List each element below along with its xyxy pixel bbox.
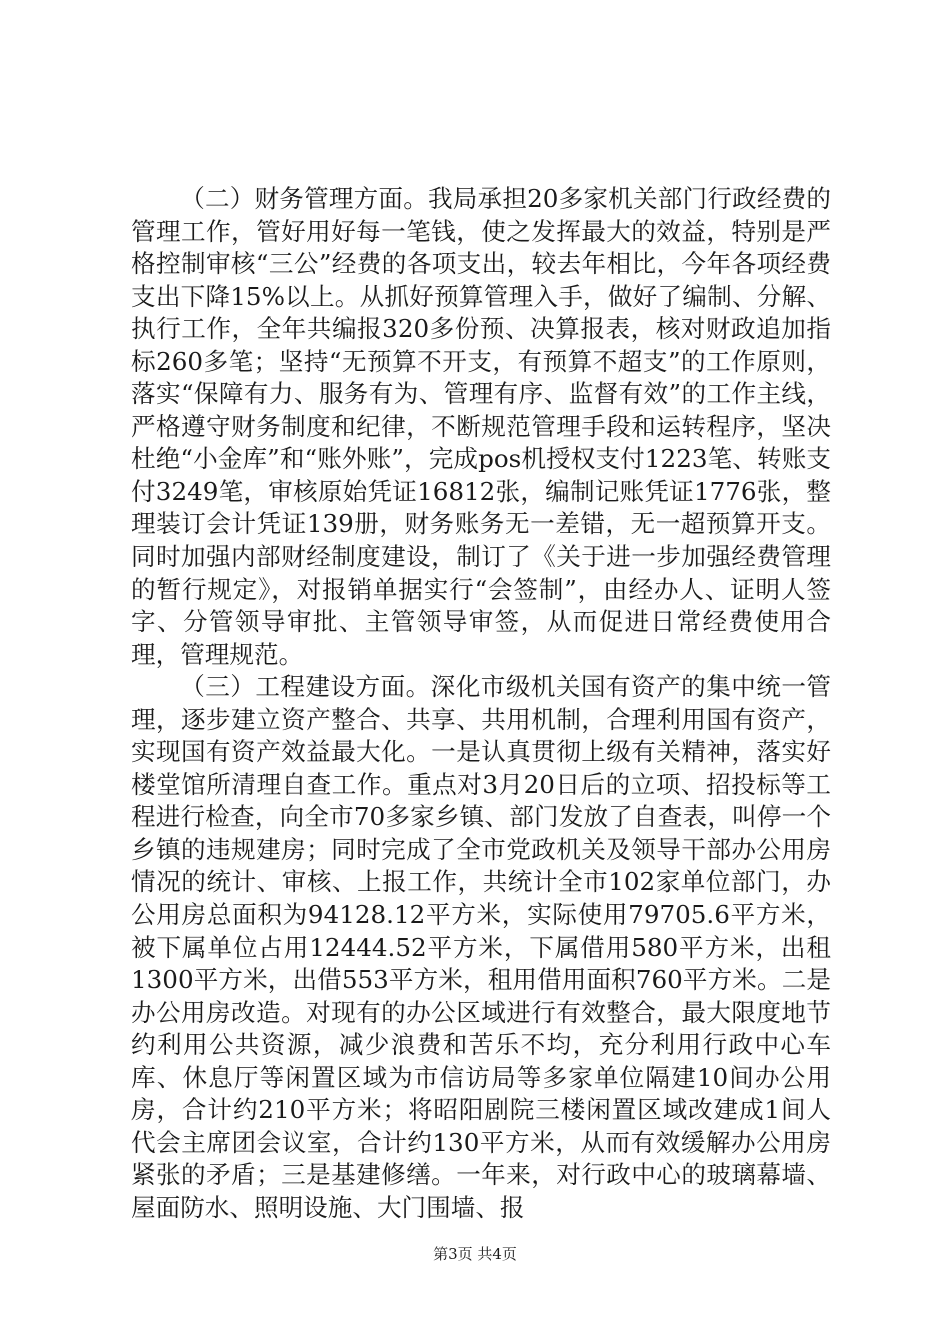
document-body xyxy=(131,183,831,1225)
paragraph-finance: （二）财务管理方面。我局承担20多家机关部门行政经费的管理工作，管好用好每一笔钱，使之发挥最大的效益，特别是严格控制审核“三公”经费的各项支出，较去年相比，今年各项经费支出下降15%以上。从抓好预算管理入手，做好了编制、分解、执行工作，全年共编报320多份预、决算报表，核对财政追加指标260多笔；坚持“无预算不开支，有预算不超支”的工作原则，落实“保障有力、服务有为、管理有序、监督有效”的工作主线，严格遵守财务制度和纪律，不断规范管理手段和运转程序，坚决杜绝“小金库”和“账外账”，完成pos机授权支付1223笔、转账支付3249笔，审核原始凭证16812张，编制记账凭证1776张，整理装订会计凭证139册，财务账务无一差错，无一超预算开支。同时加强内部财经制度建设，制订了《关于进一步加强经费管理的暂行规定》，对报销单据实行“会签制”，由经办人、证明人签字、分管领导审批、主管领导审签，从而促进日常经费使用合理，管理规范。 xyxy=(131,184,831,669)
page-footer: 第3页 共4页 xyxy=(433,1245,517,1263)
paragraph-construction: （三）工程建设方面。深化市级机关国有资产的集中统一管理，逐步建立资产整合、共享、共用机制，合理利用国有资产，实现国有资产效益最大化。一是认真贯彻上级有关精神，落实好楼堂馆所清理自查工作。重点对3月20日后的立项、招投标等工程进行检查，向全市70多家乡镇、部门发放了自查表，叫停一个乡镇的违规建房；同时完成了全市党政机关及领导干部办公用房情况的统计、审核、上报工作，共统计全市102家单位部门，办公用房总面积为94128.12平方米，实际使用79705.6平方米，被下属单位占用12444.52平方米，下属借用580平方米，出租1300平方米，出借553平方米，租用借用面积760平方米。二是办公用房改造。对现有的办公区域进行有效整合，最大限度地节约利用公共资源，减少浪费和苦乐不均，充分利用行政中心车库、休息厅等闲置区域为市信访局等多家单位隔建10间办公用房，合计约210平方米；将昭阳剧院三楼闲置区域改建成1间人代会主席团会议室，合计约130平方米，从而有效缓解办公用房紧张的矛盾；三是基建修缮。一年来，对行政中心的玻璃幕墙、屋面防水、照明设施、大门围墙、报 xyxy=(131,672,831,1222)
